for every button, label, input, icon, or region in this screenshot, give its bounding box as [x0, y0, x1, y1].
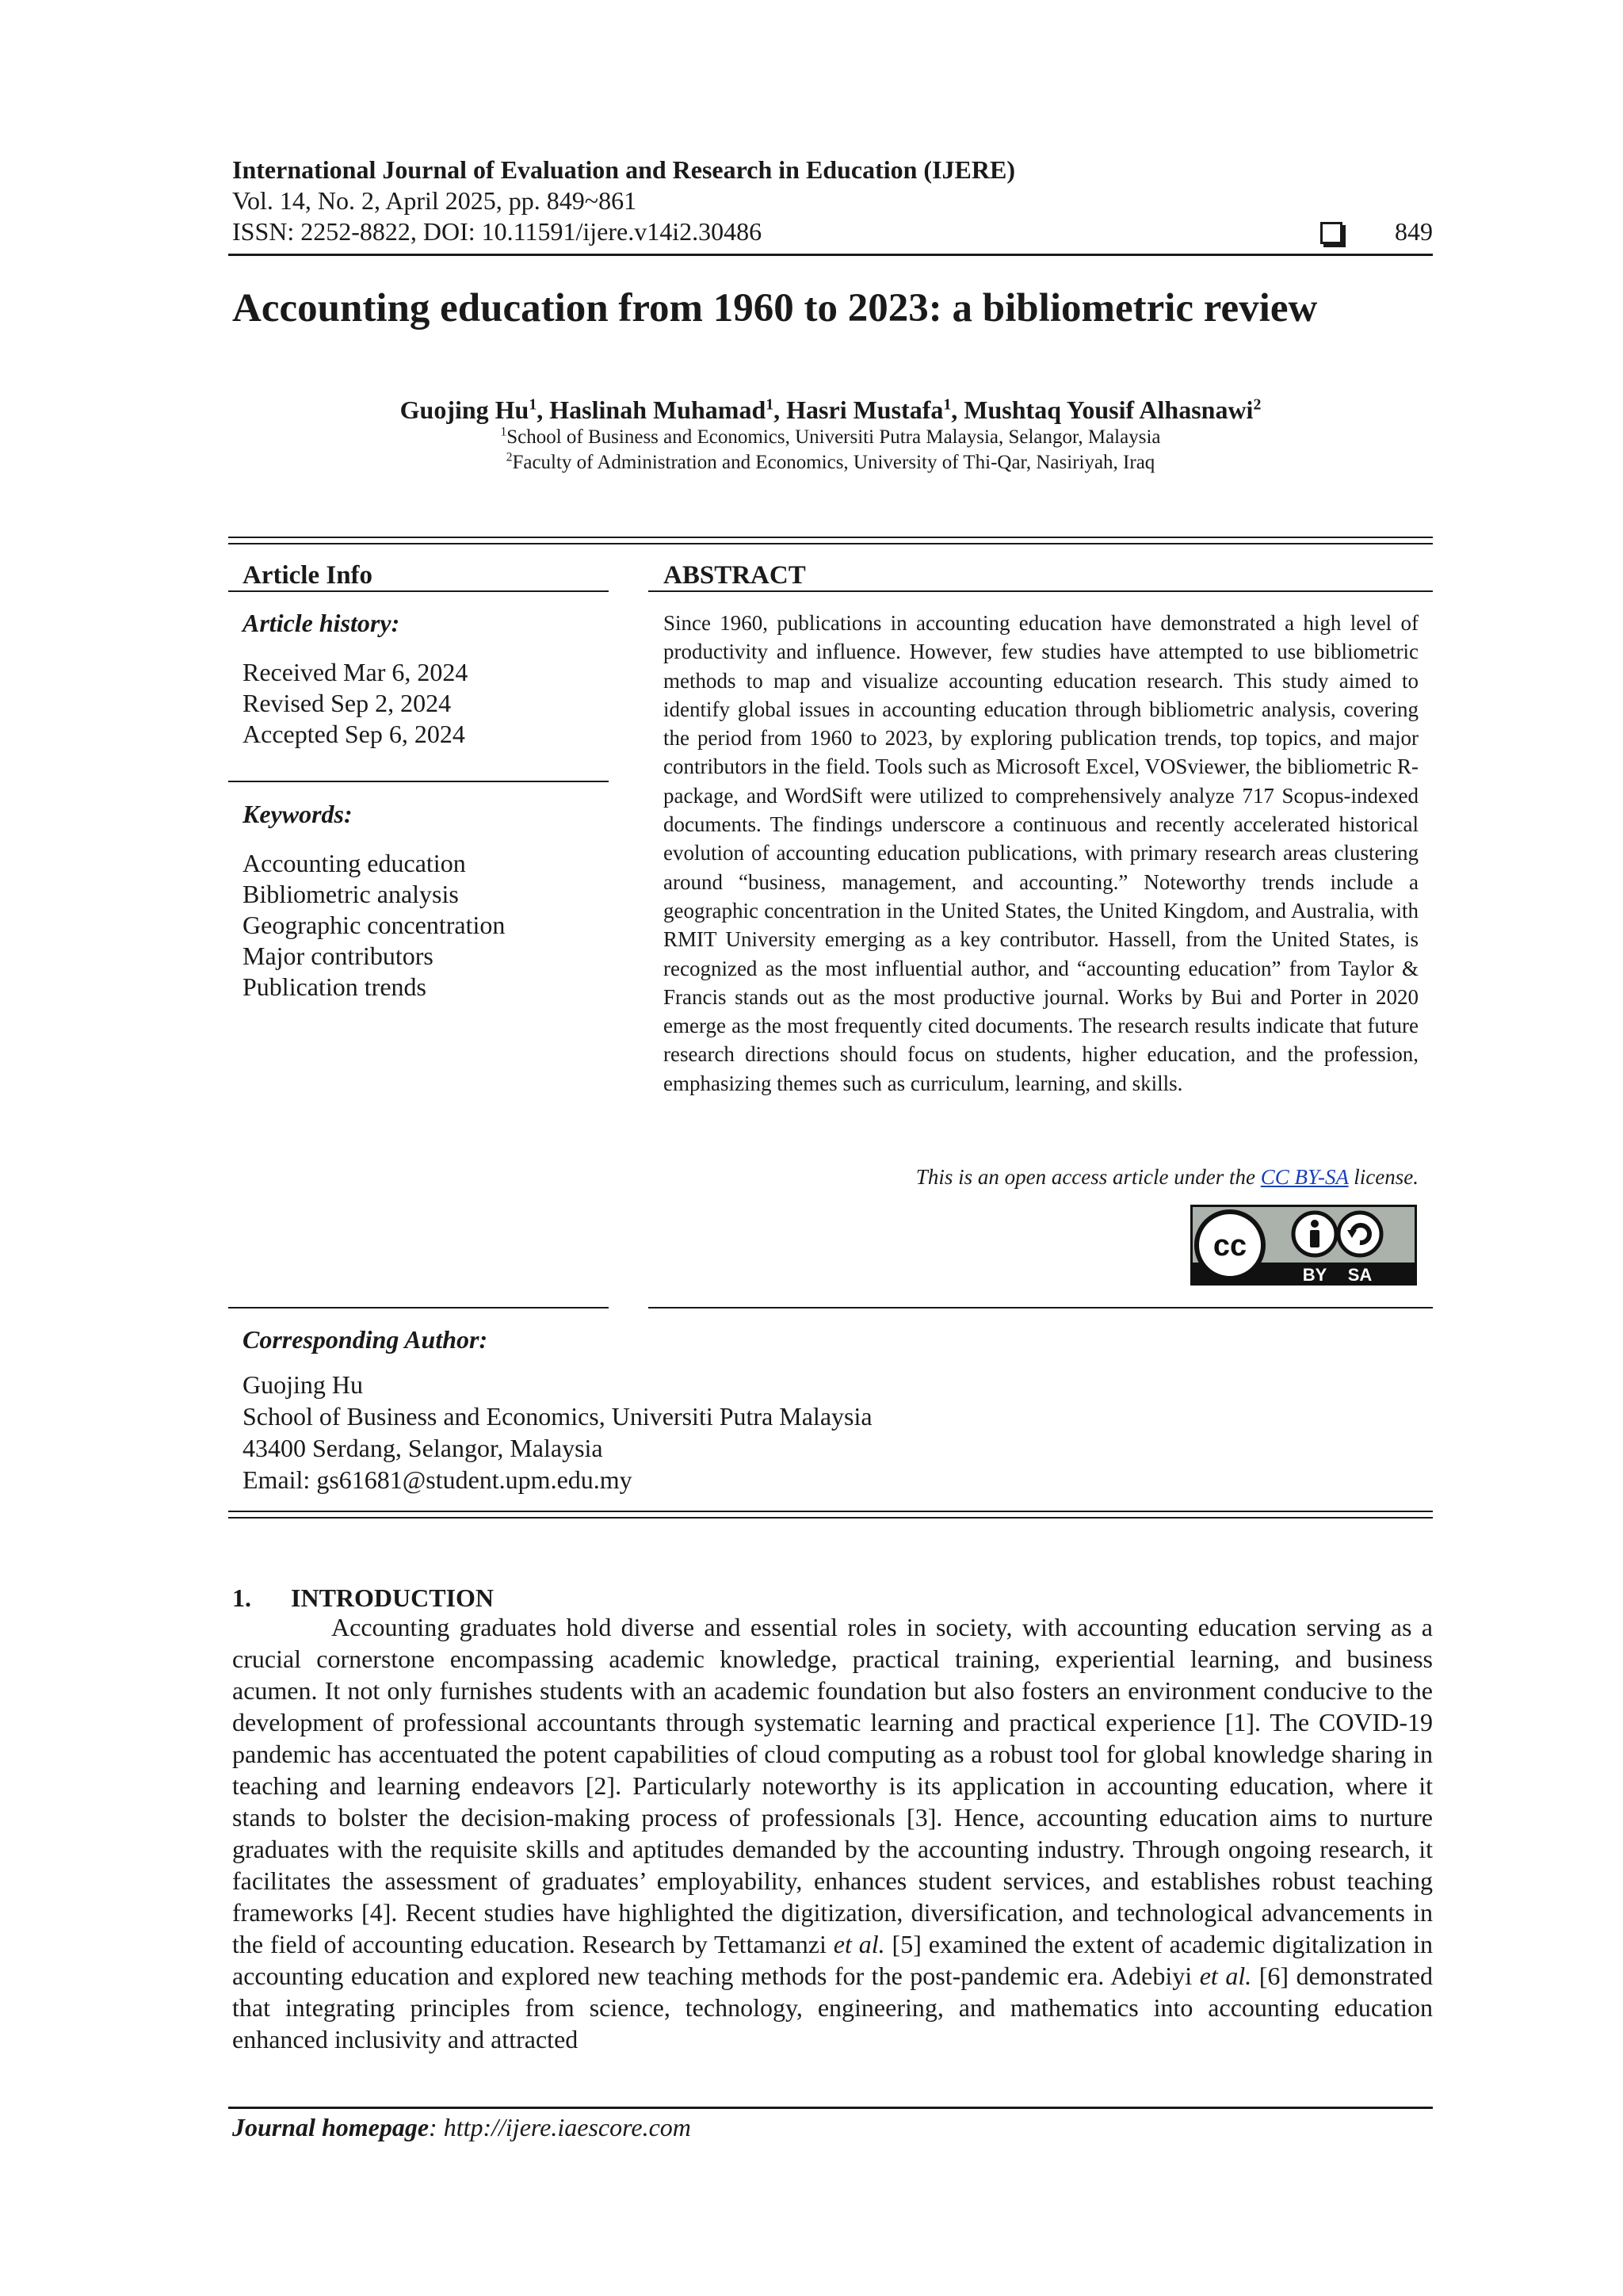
introduction-paragraph [232, 1611, 1433, 2055]
affiliation-mark: 2 [506, 450, 513, 464]
abstract-rule [648, 590, 1433, 592]
revised-date: Revised Sep 2, 2024 [242, 689, 452, 717]
journal-title: International Journal of Evaluation and Research in Education (IJERE) [232, 155, 1015, 184]
cc-letters: cc [1212, 1229, 1247, 1263]
accepted-date: Accepted Sep 6, 2024 [242, 720, 465, 748]
affiliation-text: Faculty of Administration and Economics, University of Thi-Qar, Nasiriyah, Iraq [512, 452, 1155, 473]
author-list: Guojing Hu$^1$, Haslinah Muhamad$^1$, Hasri Mustafa$^1$, Mushtaq Yousif Alhasnawi$^2$ [399, 395, 1262, 424]
introduction-heading [232, 1582, 494, 1614]
section-title: INTRODUCTION [291, 1584, 495, 1612]
history-keywords-rule [228, 781, 609, 782]
received-date: Received Mar 6, 2024 [242, 658, 468, 686]
author-name: Mushtaq Yousif Alhasnawi [964, 395, 1254, 424]
affiliation-1 [228, 425, 1433, 450]
keywords-heading: Keywords: [242, 800, 353, 828]
affiliation-text: School of Business and Economics, Universiti Putra Malaysia, Selangor, Malaysia [506, 426, 1161, 448]
author-affiliation-mark: 1 [529, 395, 537, 414]
corresponding-name: Guojing Hu [242, 1370, 363, 1399]
section-number: 1. [232, 1584, 251, 1612]
corresponding-author-heading: Corresponding Author: [242, 1325, 488, 1354]
sa-label: SA [1347, 1265, 1373, 1285]
keyword-item: Geographic concentration [242, 911, 506, 939]
journal-homepage-label: Journal homepage [232, 2113, 430, 2141]
corresponding-affiliation: School of Business and Economics, Universiti Putra Malaysia [242, 1402, 873, 1431]
journal-homepage-url[interactable]: : http://ijere.iaescore.com [429, 2113, 691, 2141]
checkbox-square-icon [1320, 222, 1342, 244]
license-suffix: license. [1348, 1165, 1419, 1189]
keyword-item: Bibliometric analysis [242, 880, 459, 908]
author-name: Hasri Mustafa [786, 395, 944, 424]
article-info-rule [228, 590, 609, 592]
license-prefix: This is an open access article under the [915, 1165, 1261, 1189]
affiliation-2 [228, 450, 1433, 476]
license-statement [663, 1163, 1419, 1191]
keyword-item: Accounting education [242, 849, 466, 877]
affiliation-mark: 1 [500, 425, 507, 439]
intro-text-part: [5] examined the extent of academic digitalization in accounting education and explored new teaching methods for the post-pandemic era. Adebiyi [232, 1930, 1434, 1990]
corresponding-email[interactable]: Email: gs61681@student.upm.edu.my [242, 1465, 632, 1494]
intro-text-part: [6] demonstrated that integrating principles from science, technology, engineering, and mathematics into accounting education enhanced inclusivity and attracted [232, 1962, 1434, 2053]
corresponding-address: 43400 Serdang, Selangor, Malaysia [242, 1434, 603, 1462]
keyword-item: Major contributors [242, 942, 433, 970]
info-block-top-rule [228, 537, 1433, 544]
cc-by-sa-link[interactable]: CC BY-SA [1260, 1165, 1349, 1189]
author-name: Haslinah Muhamad [549, 395, 766, 424]
info-block-bottom-rule [228, 1511, 1433, 1519]
intro-etal: et al. [833, 1930, 885, 1958]
share-alike-icon [1338, 1213, 1381, 1255]
corresponding-author-details [242, 1369, 873, 1496]
issn-line: ISSN: 2252-8822, DOI: 10.11591/ijere.v14i2.30486 [232, 217, 762, 246]
keyword-item: Publication trends [242, 972, 426, 1001]
paper-title: Accounting education from 1960 to 2023: a bibliometric review [232, 286, 1318, 330]
by-label: BY [1302, 1265, 1327, 1285]
footer-divider [228, 2107, 1433, 2109]
author-affiliation-mark: 1 [943, 395, 952, 414]
article-info-heading: Article Info [242, 561, 373, 590]
header-divider [228, 254, 1433, 256]
author-name: Guojing Hu [399, 395, 529, 424]
cc-by-sa-badge-icon[interactable] [1190, 1205, 1417, 1286]
page-number: 849 [1395, 217, 1433, 246]
right-column-bottom-rule [648, 1307, 1433, 1308]
volume-line: Vol. 14, No. 2, April 2025, pp. 849~861 [232, 186, 637, 215]
author-affiliation-mark: 2 [1253, 395, 1262, 414]
intro-text-part: Accounting graduates hold diverse and essential roles in society, with accounting education serving as a crucial cornerstone encompassing academic knowledge, practical training, experiential learning, and business acumen. It not only furnishes students with an academic foundation but also fosters an environment conducive to the development of professional accountants through systematic learning and practical experience [1]. The COVID-19 pandemic has accentuated the potent capabilities of cloud computing as a robust tool for global knowledge sharing in teaching and learning endeavors [2]. Particularly noteworthy is its application in accounting education, where it stands to bolster the decision-making process of professionals [3]. Hence, accounting education aims to nurture graduates with the requisite skills and aptitudes demanded by the accounting industry. Through ongoing research, it facilitates the assessment of graduates’ employability, enhances student services, and establishes robust teaching frameworks [4]. Recent studies have highlighted the digitization, diversification, and technological advancements in the field of accounting education. Research by Tettamanzi [232, 1613, 1433, 1958]
abstract-text: Since 1960, publications in accounting education have demonstrated a high level of productivity and influence. However, few studies have attempted to use bibliometric methods to map and visualize accounting education research. This study aimed to identify global issues in accounting education through bibliometric analysis, covering the period from 1960 to 2023, by exploring publication trends, top topics, and major contributors in the field. Tools such as Microsoft Excel, VOSviewer, the bibliometric R-package, and WordSift were utilized to comprehensively analyze 717 Scopus-indexed documents. The findings underscore a continuous and recently accelerated historical evolution of accounting education publications, with primary research areas clustering around “business, management, and accounting.” Noteworthy trends include a geographic concentration in the United States, the United Kingdom, and Australia, with RMIT University emerging as a key contributor. Hassell, from the United States, is recognized as the most influential author, and “accounting education” from Taylor & Francis stands out as the most productive journal. Works by Bui and Porter in 2020 emerge as the most frequently cited documents. The research results indicate that future research directions should focus on students, higher education, and the profession, emphasizing themes such as curriculum, learning, and skills. [663, 611, 1419, 1095]
intro-etal: et al. [1199, 1962, 1252, 1990]
article-history-heading: Article history: [242, 609, 400, 637]
author-affiliation-mark: 1 [766, 395, 774, 414]
journal-homepage [232, 2111, 691, 2143]
left-column-bottom-rule [228, 1307, 609, 1308]
abstract-heading: ABSTRACT [663, 561, 806, 590]
